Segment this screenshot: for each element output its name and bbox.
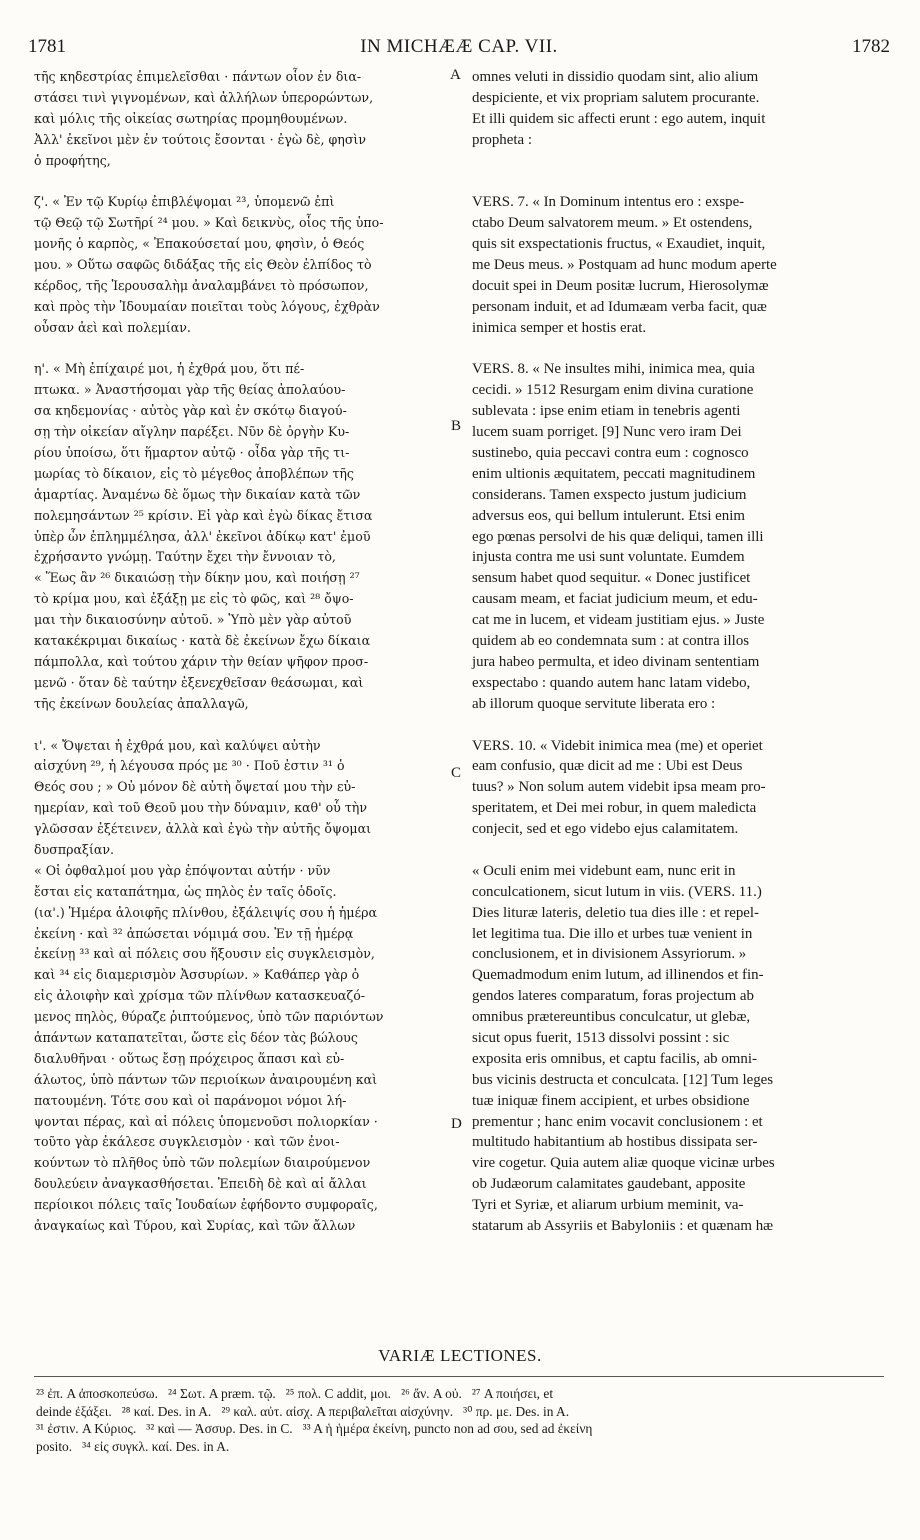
greek-text-line: ψονται πέρας, καὶ αἱ πόλεις ὑπομενοῦσι πολιορκίαν ·	[34, 1113, 378, 1129]
latin-text-line: Quemadmodum enim lutum, ad illinendos et fin-	[472, 967, 764, 984]
greek-text-line: γλῶσσαν ἐξέτεινεν, ἀλλὰ καὶ ἐγὼ τὴν αὐτῆς ὄψομαι	[34, 821, 372, 837]
latin-text-line: conculcationem, sicut lutum in viis. (VERS. 11.)	[472, 883, 762, 900]
greek-text-line: ὑπὲρ ὧν ἐπλημμέλησα, ἀλλ' ἐκεῖνοι ἀδίκῳ κατ' ἐμοῦ	[34, 528, 371, 544]
greek-text-line: « Ἕως ἂν ²⁶ δικαιώσῃ τὴν δίκην μου, καὶ ποιήσῃ ²⁷	[34, 570, 360, 586]
greek-text-line: ι'. « Ὄψεται ἡ ἐχθρά μου, καὶ καλύψει αὐτὴν	[34, 737, 321, 753]
greek-text-line: τῆς ἐκείνων δουλείας ἀπαλλαγῶ,	[34, 695, 249, 711]
latin-text-line: quidem ab eo condemnata sum : at contra illos	[472, 633, 750, 650]
greek-text-line: ἁπάντων καταπατεῖται, ὥστε εἰς δέον τὰς βώλους	[34, 1029, 358, 1045]
latin-text-line: « Oculi enim mei videbunt eam, nunc erit in	[472, 862, 736, 879]
greek-text-line: μου. » Οὕτω σαφῶς διδάξας τῆς εἰς Θεὸν ἐλπίδος τὸ	[34, 257, 372, 273]
variant-reading-line: ²³ ἐπ. A ἀποσκοπεύσω. ²⁴ Σωτ. A præm. τῷ. ²⁵ πολ. C addit, μοι. ²⁶ ἄν. A οὐ. ²⁷ A ποιήσει, et	[36, 1386, 554, 1401]
latin-text-line: ego pœnas persolvi de his quæ deliqui, tamen illi	[472, 528, 764, 545]
margin-letter-b: B	[451, 418, 462, 434]
greek-text-line: μενος πηλὸς, θύραζε ῥιπτούμενος, ὑπὸ τῶν παριόντων	[34, 1009, 384, 1025]
latin-text-line: Dies lituræ lateris, deletio tua dies ille : et repel-	[472, 904, 759, 921]
greek-text-line: Θεός σου ; » Οὐ μόνον δὲ αὐτὴ ὄψεταί μου τὴν εὐ-	[34, 779, 356, 795]
latin-text-line: tuæ iniquæ finem accipient, et urbes obsidione	[472, 1092, 750, 1109]
greek-text-line: ἐκείνῃ ³³ καὶ αἱ πόλεις σου ἥξουσιν εἰς συγκλεισμὸν,	[34, 946, 375, 962]
latin-text-line: personam induit, et ad Idumæam verba facit, quæ	[472, 298, 767, 315]
latin-text-line: docuit spei in Deum positæ lucrum, Hierosolymæ	[472, 277, 769, 294]
page-number-right: 1782	[852, 36, 890, 57]
latin-text-line: lucem suam porriget. [9] Nunc vero iram Dei	[472, 424, 742, 441]
greek-text-line: πατουμένη. Τότε σου καὶ οἱ παράνομοι νόμοι λή-	[34, 1092, 347, 1108]
greek-text-line: σῃ τὴν οἰκείαν αἴγλην παρέξει. Νῦν δὲ ὀργὴν Κυ-	[34, 424, 350, 440]
running-title: IN MICHÆÆ CAP. VII.	[360, 36, 558, 57]
latin-text-line: cat me in lucem, et videam justitiam ejus. » Juste	[472, 612, 765, 629]
margin-letter-c: C	[451, 765, 462, 781]
latin-text-line: enim ultionis æquitatem, peccati magnitudinem	[472, 465, 756, 482]
greek-text-line: μενῶ · ὅταν δὲ ταύτην ἐξενεχθεῖσαν θεάσωμαι, καὶ	[34, 674, 364, 690]
greek-text-line: ἔσται εἰς καταπάτημα, ὡς πηλὸς ἐν ταῖς ὁδοῖς.	[34, 883, 337, 899]
latin-text-line	[472, 715, 882, 736]
margin-letter-d: D	[451, 1116, 462, 1132]
latin-text-line: vire cogetur. Quia autem aliæ quoque vicinæ urbes	[472, 1155, 775, 1172]
latin-text-line: speritatem, et Dei mei robur, in quem maledicta	[472, 800, 757, 817]
greek-text-line: ημερίαν, καὶ τοῦ Θεοῦ μου τὴν δύναμιν, καθ' οὗ τὴν	[34, 800, 367, 816]
page-header	[28, 36, 890, 62]
latin-text-line: tuus? » Non solum autem videbit ipsa meam pro-	[472, 779, 766, 796]
latin-text-line: omnes veluti in dissidio quodam sint, alio alium	[472, 69, 759, 85]
latin-text-line: injusta contra me usi sunt voluntate. Eumdem	[472, 549, 745, 566]
greek-text-line: πτωκα. » Ἀναστήσομαι γὰρ τῆς θείας ἀπολαύου-	[34, 382, 346, 398]
greek-text-line: εἰς ἀλοιφὴν καὶ χρίσμα τῶν πλίνθων κατασκευαζό-	[34, 988, 366, 1004]
latin-text-line: quis sit exspectationis fructus, « Exaudiet, inquit,	[472, 236, 766, 253]
latin-text-line: statarum ab Assyriis et Babyloniis : et quænam hæ	[472, 1217, 774, 1234]
latin-text-line: exspectabo : quando autem hanc latam videbo,	[472, 674, 751, 691]
variant-reading-line: posito. ³⁴ εἰς συγκλ. καί. Des. in A.	[36, 1438, 230, 1454]
variant-reading-line: deinde ἐξάξει. ²⁸ καί. Des. in A. ²⁹ καλ. αὐτ. αἰσχ. A περιβαλεῖται αἰσχύνην. ³⁰ πρ. με. Des. in A.	[36, 1403, 570, 1419]
latin-text-line: conclusionem, et in divisionem Assyriorum. »	[472, 946, 747, 963]
latin-text-line	[472, 171, 882, 192]
greek-text-line: ρίου ὑποίσω, ὅτι ἥμαρτον αὐτῷ · οἶδα γὰρ τῆς τι-	[34, 445, 350, 461]
latin-text-line: considerans. Tamen exspecto justum judicium	[472, 486, 747, 503]
greek-text-line: κούντων τὸ πλῆθος ὑπὸ τῶν πολεμίων διαιρούμενον	[34, 1155, 371, 1171]
latin-text-line: VERS. 10. « Videbit inimica mea (me) et operiet	[472, 737, 763, 754]
latin-text-column	[472, 67, 882, 1237]
latin-text-line: VERS. 8. « Ne insultes mihi, inimica mea, quia	[472, 361, 755, 378]
latin-text-line: causam meam, et faciat judicium meum, et edu-	[472, 591, 758, 608]
latin-text-line: sicut opus fuerit, 1513 dissolvi possint : sic	[472, 1029, 730, 1046]
latin-text-line: Tyri et Syriæ, et aliarum urbium meminit, va-	[472, 1197, 744, 1214]
greek-text-line: διαλυθῆναι · οὕτως ἔσῃ πρόχειρος ἅπασι καὶ εὐ-	[34, 1050, 345, 1066]
greek-text-line: ζ'. « Ἐν τῷ Κυρίῳ ἐπιβλέψομαι ²³, ὑπομενῶ ἐπὶ	[34, 194, 335, 210]
greek-text-line: ἐχρήσαντο γνώμῃ. Ταύτην ἔχει τὴν ἔννοιαν τὸ,	[34, 549, 336, 565]
latin-text-line: sensum habet quod sequitur. « Donec justificet	[472, 570, 751, 587]
greek-text-line	[34, 171, 464, 192]
greek-text-line: δυσπραξίαν.	[34, 841, 115, 857]
latin-text-line: gendos lateres comparatum, foras projectum ab	[472, 988, 754, 1005]
latin-text-line: ctabo Deum salvatorem meum. » Et ostendens,	[472, 215, 753, 232]
greek-text-line: η'. « Μὴ ἐπίχαιρέ μοι, ἡ ἐχθρά μου, ὅτι πέ-	[34, 361, 305, 377]
latin-text-line: VERS. 7. « In Dominum intentus ero : exspe-	[472, 194, 745, 211]
footnote-rule	[34, 1376, 884, 1377]
page-number-left: 1781	[28, 36, 66, 57]
margin-letter-a: A	[450, 67, 461, 83]
latin-text-line: sublevata : ipse enim etiam in tenebris agenti	[472, 403, 741, 420]
greek-text-line: μωρίας τὸ δίκαιον, εἰς τὸ μέγεθος ἀποβλέπων τῆς	[34, 465, 354, 481]
greek-text-line: κατακέκριμαι δικαίως · κατὰ δὲ ἐκείνων ἔχω δίκαια	[34, 633, 371, 649]
latin-text-line: eam confusio, quæ dicit ad me : Ubi est Deus	[472, 758, 743, 775]
latin-text-line: adversus eos, qui bellum intulerunt. Etsi enim	[472, 507, 745, 524]
variant-reading-line: ³¹ ἐστιν. A Κύριος. ³² καὶ — Ἀσσυρ. Des. in C. ³³ A ἡ ἡμέρα ἐκείνη, puncto non ad σου, sed ad ἐκείνη	[36, 1421, 593, 1436]
latin-text-line: ob Judæorum calamitates gaudebant, apposite	[472, 1176, 746, 1193]
greek-text-line: ὁ προφήτης,	[34, 152, 111, 168]
greek-text-line: καὶ μόλις τῆς οἰκείας σωτηρίας προμηθουμένων.	[34, 110, 348, 126]
greek-text-line: Ἀλλ' ἐκεῖνοι μὲν ἐν τούτοις ἔσονται · ἐγὼ δὲ, φησὶν	[34, 131, 367, 147]
variae-lectiones-notes	[36, 1385, 886, 1455]
greek-text-line: καὶ ³⁴ εἰς διαμερισμὸν Ἀσσυρίων. » Καθάπερ γὰρ ὁ	[34, 967, 360, 983]
latin-text-line: bus vicinis destructa et conculcata. [12] Tum leges	[472, 1071, 774, 1088]
greek-text-line	[34, 715, 464, 736]
latin-text-line: me Deus meus. » Postquam ad hunc modum aperte	[472, 257, 777, 274]
latin-text-line: propheta :	[472, 131, 532, 148]
latin-text-line: exposita eris omnibus, et captu facilis, ab omni-	[472, 1050, 757, 1067]
variae-lectiones-title: VARIÆ LECTIONES.	[378, 1346, 542, 1365]
greek-text-line: στάσει τινὶ γιγνομένων, καὶ ἀλλήλων ὑπερορώντων,	[34, 89, 374, 105]
greek-text-line: πολεμησάντων ²⁵ κρίσιν. Εἰ γὰρ καὶ ἐγὼ δίκας ἔτισα	[34, 507, 373, 523]
latin-text-line: multitudo habitantium ab hostibus dissipata ser-	[472, 1134, 758, 1151]
greek-text-line: τῷ Θεῷ τῷ Σωτῆρί ²⁴ μου. » Καὶ δεικνὺς, οἷος τῆς ὑπο-	[34, 215, 384, 231]
latin-text-line: cecidi. » 1512 Resurgam enim divina curatione	[472, 382, 754, 399]
greek-text-line: οὖσαν ἀεὶ καὶ πολεμίαν.	[34, 319, 191, 335]
greek-text-line: (ια'.) Ἡμέρα ἀλοιφῆς πλίνθου, ἐξάλειψίς σου ἡ ἡμέρα	[34, 904, 378, 920]
latin-text-line: sustinebo, quia peccavi contra eum : cognosco	[472, 445, 749, 462]
greek-text-line: τῆς κηδεστρίας ἐπιμελεῖσθαι · πάντων οἷον ἐν δια-	[34, 69, 362, 84]
greek-text-line: καὶ πρὸς τὴν Ἰδουμαίαν ποιεῖται τοὺς λόγους, ἐχθρὰν	[34, 298, 380, 314]
latin-text-line	[472, 151, 882, 172]
latin-text-line: inimica semper et hostis erat.	[472, 319, 647, 336]
latin-text-line: jura habeo permulta, et ideo divinam sententiam	[472, 653, 760, 670]
latin-text-line: omnibus prætereuntibus conculcatur, ut glebæ,	[472, 1009, 751, 1026]
greek-text-line: σα κηδεμονίας · αὐτὸς γὰρ καὶ ἐν σκότῳ διαγού-	[34, 403, 347, 419]
greek-text-column	[34, 67, 464, 1237]
latin-text-line: Et illi quidem sic affecti erunt : ego autem, inquit	[472, 110, 766, 127]
greek-text-line	[34, 339, 464, 360]
greek-text-line: περίοικοι πόλεις ταῖς Ἰουδαίων ἐφήδοντο συμφοραῖς,	[34, 1197, 378, 1213]
latin-text-line	[472, 840, 882, 861]
latin-text-line	[472, 339, 882, 360]
greek-text-line: ἐκείνη · καὶ ³² ἀπώσεται νόμιμά σου. Ἐν τῇ ἡμέρᾳ	[34, 925, 354, 941]
greek-text-line: δουλεύειν ἀναγκασθήσεται. Ἐπειδὴ δὲ καὶ αἱ ἄλλαι	[34, 1176, 367, 1192]
greek-text-line: πάμπολλα, καὶ τούτου χάριν τὴν θείαν ψῆφον προσ-	[34, 653, 369, 669]
latin-text-line: despiciente, et vix propriam salutem procurante.	[472, 89, 760, 106]
greek-text-line: ἀναγκαίως καὶ Τύρου, καὶ Συρίας, καὶ τῶν ἄλλων	[34, 1217, 356, 1233]
greek-text-line: τὸ κρίμα μου, καὶ ἐξάξῃ με εἰς τὸ φῶς, καὶ ²⁸ ὄψο-	[34, 591, 354, 607]
greek-text-line: « Οἱ ὀφθαλμοί μου γὰρ ἐπόψονται αὐτήν · νῦν	[34, 862, 331, 878]
latin-text-line: ab illorum quoque servitute liberata ero :	[472, 695, 716, 712]
greek-text-line: μονῆς ὁ καρπὸς, « Ἐπακούσεταί μου, φησὶν, ὁ Θεός	[34, 236, 365, 252]
latin-text-line: prementur ; hanc enim vocavit conclusionem : et	[472, 1113, 763, 1130]
greek-text-line: ἁμαρτίας. Ἀναμένω δὲ ὅμως τὴν δικαίαν κατὰ τῶν	[34, 486, 361, 502]
greek-text-line: μαι τὴν δικαιοσύνην αὐτοῦ. » Ὑπὸ μὲν γὰρ αὐτοῦ	[34, 612, 352, 628]
greek-text-line: αἰσχύνη ²⁹, ἡ λέγουσα πρός με ³⁰ · Ποῦ ἐστιν ³¹ ὁ	[34, 758, 345, 774]
greek-text-line: άλωτος, ὑπὸ πάντων τῶν περιοίκων ἀναιρουμένη καὶ	[34, 1071, 378, 1087]
greek-text-line: τοῦτο γὰρ ἐκάλεσε συγκλεισμὸν · καὶ τῶν ἐνοι-	[34, 1134, 340, 1150]
latin-text-line: conjecit, sed et ego videbo ejus calamitatem.	[472, 821, 739, 838]
greek-text-line: κέρδος, τῆς Ἱερουσαλὴμ ἀναλαμβάνει τὸ πρόσωπον,	[34, 277, 369, 293]
latin-text-line: let legitima tua. Die illo et urbes tuæ venient in	[472, 925, 753, 942]
